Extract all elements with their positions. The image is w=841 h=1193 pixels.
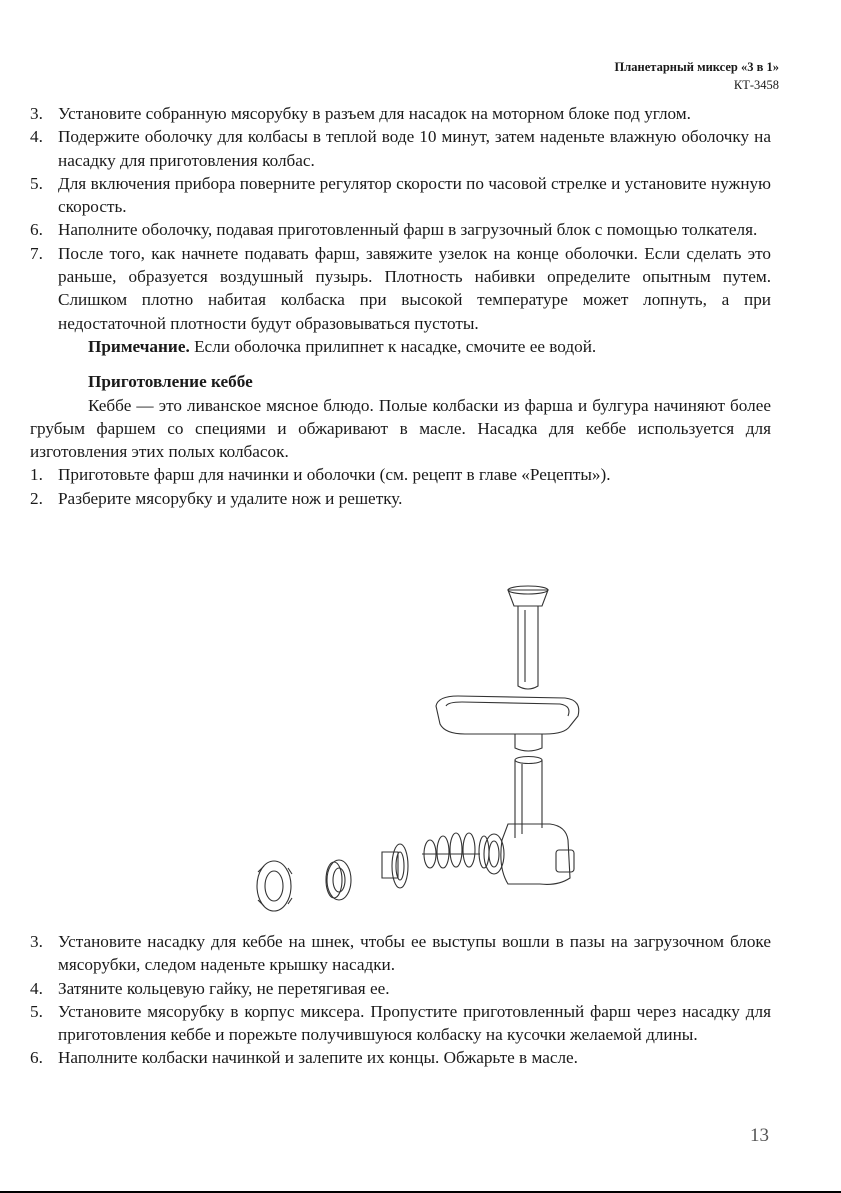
item-text: Установите насадку для кеббе на шнек, чтобы ее выступы вошли в пазы на загрузочном блоке мясорубки, следом наденьте крышку насадки. [58,932,771,975]
item-text: Разберите мясорубку и удалите нож и решетку. [58,488,403,508]
item-text: Для включения прибора поверните регулятор скорости по часовой стрелке и установите нужную скорость. [58,173,771,217]
list-item [30,218,771,241]
item-text: Установите мясорубку в корпус миксера. Пропустите приготовленный фарш через насадку для приготовления кеббе и порежьте получившуюся колбаску на кусочки желаемой длины. [58,1001,771,1045]
main-content [30,102,771,510]
list-item [30,1000,771,1047]
item-number: 5. [30,1001,43,1021]
item-number: 4. [30,127,43,147]
list-item [30,487,771,510]
list-item [30,977,771,1000]
section-intro: Кеббе — это ливанское мясное блюдо. Полые колбаски из фарша и булгура начиняют более грубым фаршем со специями и обжаривают в масле. Насадка для кеббе используется для изготовления этих полых колбасок. [30,395,771,462]
page-number: 13 [750,1125,769,1146]
note-text: Если оболочка прилипнет к насадке, смочите ее водой. [189,336,597,356]
header-model: КТ-3458 [733,78,779,92]
item-text: Установите собранную мясорубку в разъем для насадок на моторном блоке под углом. [58,104,691,123]
section-title: Приготовление кеббе [88,372,253,392]
page-header [615,58,779,94]
item-number: 4. [30,978,43,998]
assembly-illustration [240,578,600,918]
list-item [30,463,771,486]
list-item [30,172,771,219]
item-number: 6. [30,1048,43,1068]
list-item [30,125,771,172]
list-item [30,102,771,125]
item-number: 3. [30,104,43,123]
item-text: Наполните колбаски начинкой и залепите их концы. Обжарьте в масле. [58,1048,578,1068]
list-item [30,930,771,977]
item-number: 6. [30,220,43,240]
item-text: После того, как начнете подавать фарш, завяжите узелок на конце оболочки. Если сделать это раньше, образуется воздушный пузырь. Плотность набивки определите опытным путем. Слишком плотно набитая колбаска при высокой температуре может лопнуть, а при недостаточной плотности будут образовываться пустоты. [58,243,771,333]
header-title: Планетарный миксер «3 в 1» [614,60,779,74]
item-number: 7. [30,243,43,263]
item-number: 2. [30,488,43,508]
note-label: Примечание. [88,336,190,356]
meat-grinder-diagram-icon [240,578,600,918]
note-paragraph [30,335,771,358]
list-item [30,1046,771,1069]
item-text: Наполните оболочку, подавая приготовленный фарш в загрузочный блок с помощью толкателя. [58,220,758,240]
item-text: Подержите оболочку для колбасы в теплой воде 10 минут, затем наденьте влажную оболочку на насадку для приготовления колбас. [58,127,771,170]
bottom-content [30,930,771,1070]
item-text: Затяните кольцевую гайку, не перетягивая ее. [58,978,390,998]
list-item [30,242,771,335]
item-number: 1. [30,465,43,485]
item-text: Приготовьте фарш для начинки и оболочки (см. рецепт в главе «Рецепты»). [58,465,611,485]
item-number: 5. [30,173,43,193]
item-number: 3. [30,932,43,951]
